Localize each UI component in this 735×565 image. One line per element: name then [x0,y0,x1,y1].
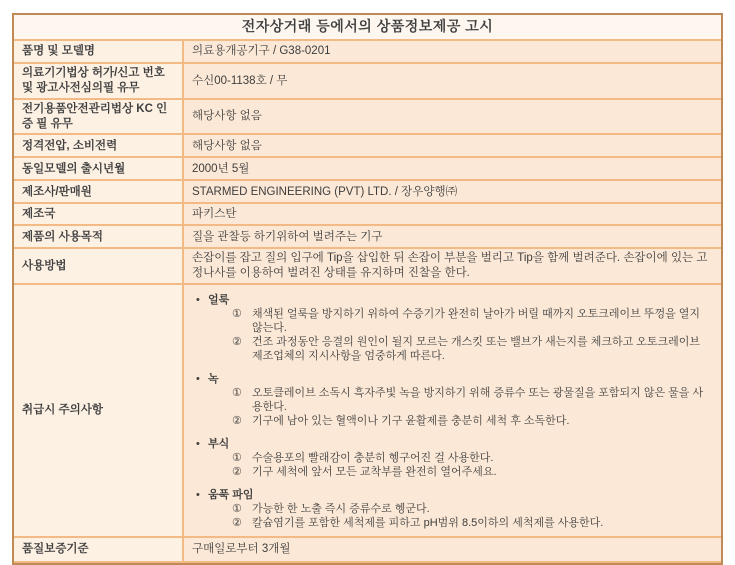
precaution-item [232,335,711,363]
row-value: 의료용개공기구 / G38-0201 [184,41,721,64]
row-value: STARMED ENGINEERING (PVT) LTD. / 장우양행㈜ [184,181,721,204]
item-text: 가능한 한 노출 즉시 증류수로 헹군다. [252,502,430,515]
row-label: 제조국 [14,204,184,226]
item-number: ② [232,465,242,478]
table-row [14,226,721,249]
row-label: 정격전압, 소비전력 [14,135,184,158]
row-label: 의료기기법상 허가/신고 번호 및 광고사전심의필 유무 [14,64,184,100]
row-value: 2000년 5월 [184,158,721,181]
precautions-row [14,285,721,538]
precaution-item [232,414,711,428]
row-value: 해당사항 없음 [184,100,721,135]
row-value: 질을 관찰등 하기위하여 벌려주는 기구 [184,226,721,249]
precaution-section-pitting [184,488,711,530]
table-row [14,135,721,158]
table-row [14,249,721,284]
row-value: 수신00-1138호 / 무 [184,64,721,100]
item-text: 칼슘염기를 포함한 세척제를 피하고 pH범위 8.5이하의 세척제를 사용한다. [252,516,604,529]
row-label: 품질보증기준 [14,538,184,563]
row-label: 품명 및 모델명 [14,41,184,64]
row-label: 제품의 사용목적 [14,226,184,249]
item-number: ① [232,451,242,464]
item-text: 수술용포의 빨래감이 충분히 헹구어진 걸 사용한다. [252,451,494,464]
table-row [14,538,721,563]
row-value: 해당사항 없음 [184,135,721,158]
bullet-icon: • [196,372,200,385]
item-number: ② [232,414,242,427]
precaution-title: 움푹 파임 [208,488,254,501]
title-row [14,15,721,41]
row-label: 전기용품안전관리법상 KC 인증 필 유무 [14,100,184,135]
precaution-item [232,516,711,530]
page-title: 전자상거래 등에서의 상품정보제공 고시 [14,15,721,41]
row-value: 손잡이를 잡고 질의 입구에 Tip을 삽입한 뒤 손잡이 부분을 벌리고 Tip을 함께 벌려준다. 손잡이에 있는 고정나사를 이용하여 벌려진 상태를 유지하며 진찰을 한다. [184,249,721,284]
item-number: ① [232,502,242,515]
precaution-item [232,307,711,335]
item-text: 기구 세척에 앞서 모든 교착부를 완전히 열어주세요. [252,465,497,478]
table-row [14,204,721,226]
table-row [14,41,721,64]
precaution-item [232,502,711,516]
precaution-title: 부식 [208,437,230,450]
item-number: ① [232,307,242,320]
precaution-item [232,451,711,465]
row-label: 취급시 주의사항 [14,285,184,538]
row-label: 동일모델의 출시년월 [14,158,184,181]
table-row [14,181,721,204]
item-text: 오토클레이브 소독시 흑자주빛 녹을 방지하기 위해 증류수 또는 광물질을 포함되지 않은 물을 사용한다. [252,386,704,413]
bullet-icon: • [196,293,200,306]
table-row [14,100,721,135]
item-text: 채색된 얼룩을 방지하기 위하여 수증기가 완전히 날아가 버릴 때까지 오토크레이브 뚜껑을 열지 않는다. [252,307,701,334]
row-label: 사용방법 [14,249,184,284]
precaution-title: 얼룩 [208,293,230,306]
document-page [12,13,723,565]
precaution-item [232,386,711,414]
precaution-section-rust [184,372,711,428]
product-info-table [12,13,723,565]
table-row [14,64,721,100]
precaution-section-stain [184,293,711,363]
item-number: ② [232,516,242,529]
row-label: 제조사/판매원 [14,181,184,204]
row-value: 구매일로부터 3개월 [184,538,721,563]
precaution-section-corrosion [184,437,711,479]
precautions-content [184,285,721,538]
item-number: ② [232,335,242,348]
item-text: 건조 과정동안 응결의 원인이 될지 모르는 개스킷 또는 밸브가 새는지를 체크하고 오토크레이브 제조업체의 지시사항을 엄중하게 따른다. [252,335,701,362]
item-text: 기구에 남아 있는 혈액이나 기구 윤활제를 충분히 세척 후 소독한다. [252,414,570,427]
table-row [14,158,721,181]
row-value: 파키스탄 [184,204,721,226]
bullet-icon: • [196,488,200,501]
precaution-title: 녹 [208,372,219,385]
item-number: ① [232,386,242,399]
precaution-item [232,465,711,479]
bullet-icon: • [196,437,200,450]
